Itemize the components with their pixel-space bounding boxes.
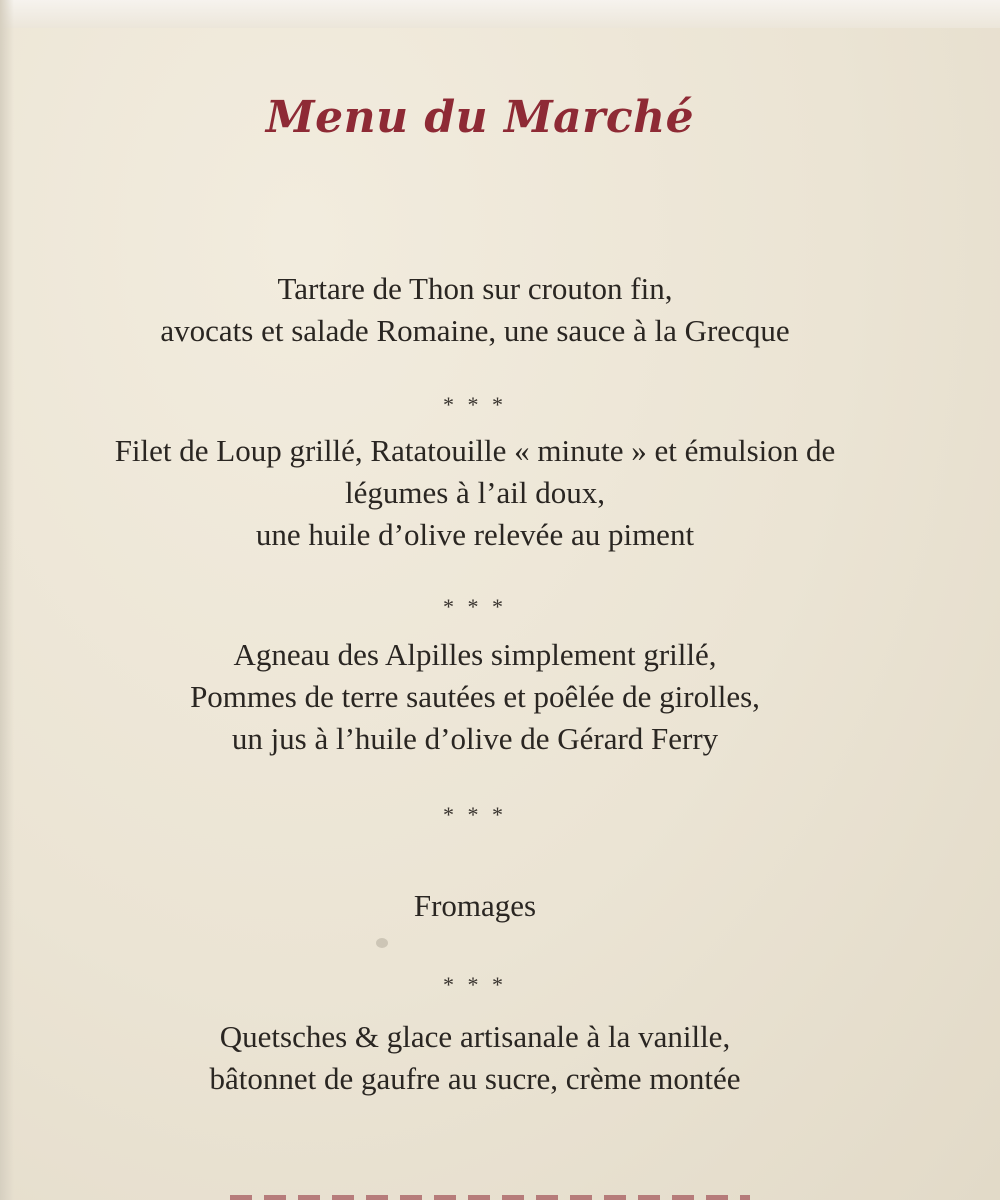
course-line: une huile d’olive relevée au piment	[255, 517, 695, 552]
course-separator: * * *	[443, 594, 507, 619]
course-line: avocats et salade Romaine, une sauce à la Grecque	[160, 313, 790, 348]
course-line: Agneau des Alpilles simplement grillé,	[233, 637, 717, 672]
course-starter	[0, 268, 950, 352]
course-separator: * * *	[443, 972, 507, 997]
course-line: Pommes de terre sautées et poêlée de girolles,	[190, 679, 760, 714]
card-top-edge	[0, 0, 1000, 28]
course-fish	[0, 430, 950, 556]
course-line: Filet de Loup grillé, Ratatouille « minute » et émulsion de	[114, 433, 836, 468]
course-dessert	[0, 1016, 950, 1100]
course-line: un jus à l’huile d’olive de Gérard Ferry	[231, 721, 719, 756]
cropped-text-line	[230, 1188, 750, 1200]
course-separator: * * *	[443, 392, 507, 417]
course-line: légumes à l’ail doux,	[345, 475, 605, 510]
menu-title: Menu du Marché	[265, 92, 695, 143]
course-separator: * * *	[443, 802, 507, 827]
paper-stain	[376, 938, 388, 948]
course-line: Quetsches & glace artisanale à la vanille,	[219, 1019, 731, 1054]
course-line: Fromages	[413, 888, 537, 923]
course-line: Tartare de Thon sur crouton fin,	[277, 271, 673, 306]
course-cheese	[0, 885, 950, 927]
course-meat	[0, 634, 950, 760]
course-line: bâtonnet de gaufre au sucre, crème montée	[209, 1061, 741, 1096]
